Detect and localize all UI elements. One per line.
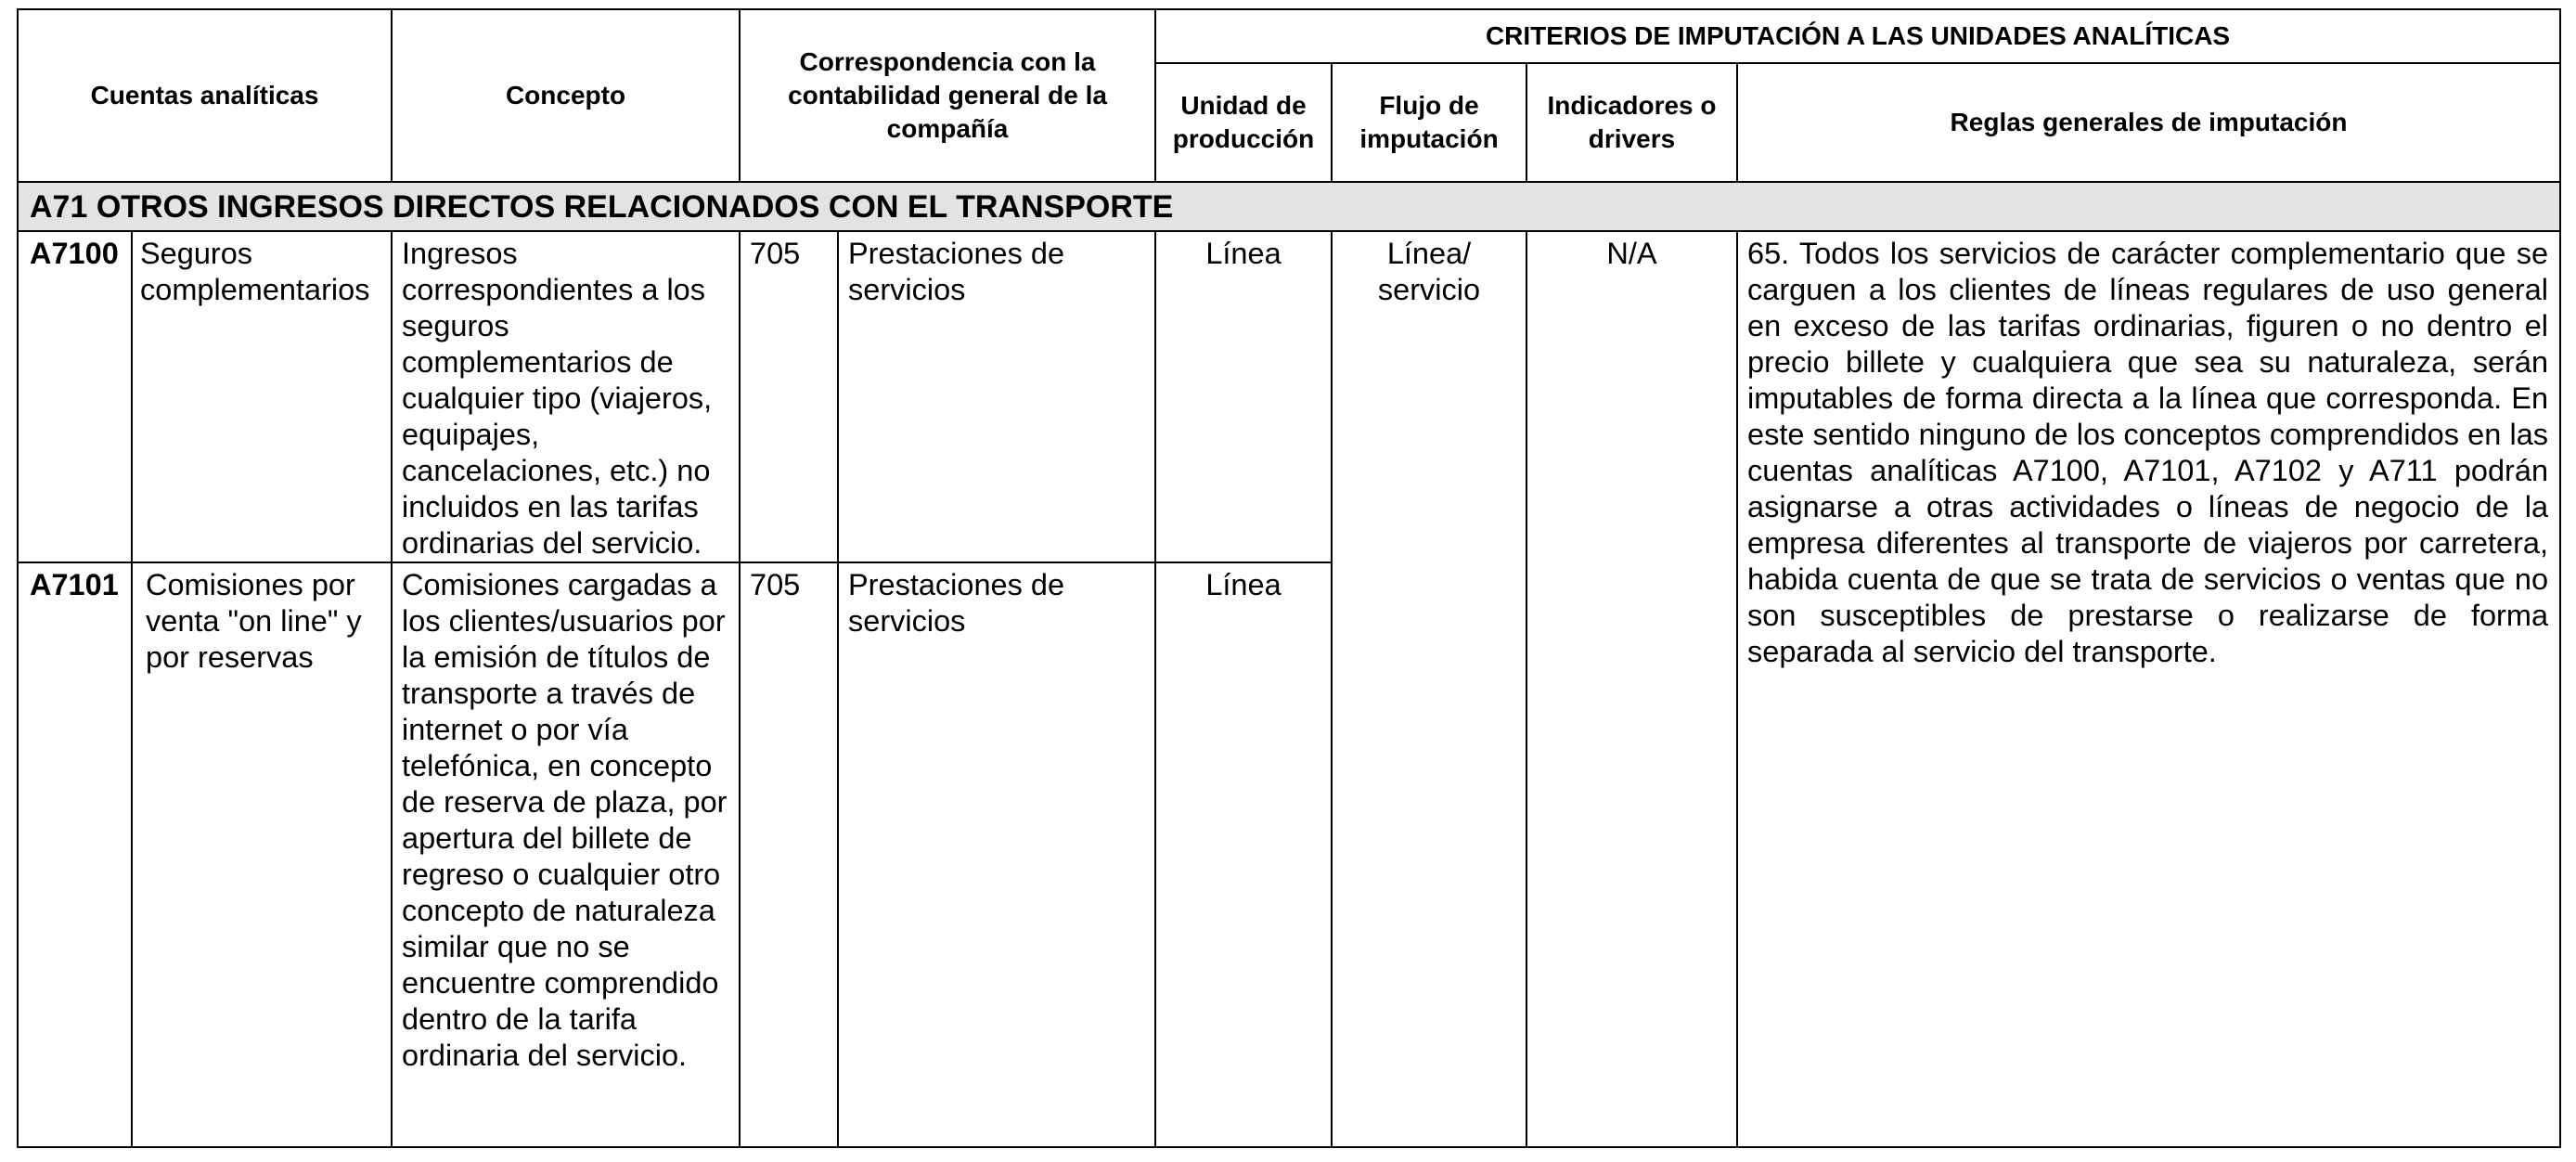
production-unit: Línea: [1155, 231, 1332, 562]
account-name: Seguros complementarios: [132, 231, 392, 562]
section-title: A71 OTROS INGRESOS DIRECTOS RELACIONADOS CON EL TRANSPORTE: [18, 182, 2560, 231]
header-flujo: Flujo de imputación: [1332, 63, 1526, 182]
general-account-name: Prestaciones de servicios: [838, 231, 1155, 562]
header-reglas: Reglas generales de imputación: [1737, 63, 2560, 182]
imputation-rules: 65. Todos los servicios de carácter complementario que se carguen a los clientes de líneas regulares de uso general en exceso de las tarifas ordinarias, figuren o no dentro el precio billete y cualquiera que sea su naturaleza, serán imputables de forma directa a la línea que corresponda. En este sentido ninguno de los conceptos comprendidos en las cuentas analíticas A7100, A7101, A7102 y A711 podrán asignarse a otras actividades o líneas de negocio de la empresa diferentes al transporte de viajeros por carretera, habida cuenta de que se trata de servicios o ventas que no son susceptibles de prestarse o realizarse de forma separada al servicio del transporte.: [1737, 231, 2560, 1147]
general-account-name: Prestaciones de servicios: [838, 562, 1155, 1147]
header-unidad: Unidad de producción: [1155, 63, 1332, 182]
account-code: A7101: [18, 562, 132, 1147]
general-account-number: 705: [740, 231, 838, 562]
account-code: A7100: [18, 231, 132, 562]
header-correspondencia: Correspondencia con la contabilidad general de la compañía: [740, 9, 1155, 182]
account-name: Comisiones por venta "on line" y por reservas: [132, 562, 392, 1147]
header-criterios: CRITERIOS DE IMPUTACIÓN A LAS UNIDADES ANALÍTICAS: [1155, 9, 2560, 63]
imputation-flow: Línea/ servicio: [1332, 231, 1526, 1147]
general-account-number: 705: [740, 562, 838, 1147]
table-row: [18, 231, 2560, 562]
imputation-table: [17, 8, 2561, 1148]
header-cuentas: Cuentas analíticas: [18, 9, 392, 182]
concept-text: Ingresos correspondientes a los seguros complementarios de cualquier tipo (viajeros, equipajes, cancelaciones, etc.) no incluidos en las tarifas ordinarias del servicio.: [392, 231, 740, 562]
production-unit: Línea: [1155, 562, 1332, 1147]
concept-text: Comisiones cargadas a los clientes/usuarios por la emisión de títulos de transporte a través de internet o por vía telefónica, en concepto de reserva de plaza, por apertura del billete de regreso o cualquier otro concepto de naturaleza similar que no se encuentre comprendido dentro de la tarifa ordinaria del servicio.: [392, 562, 740, 1147]
header-indicadores: Indicadores o drivers: [1526, 63, 1737, 182]
header-concepto: Concepto: [392, 9, 740, 182]
drivers: N/A: [1526, 231, 1737, 1147]
